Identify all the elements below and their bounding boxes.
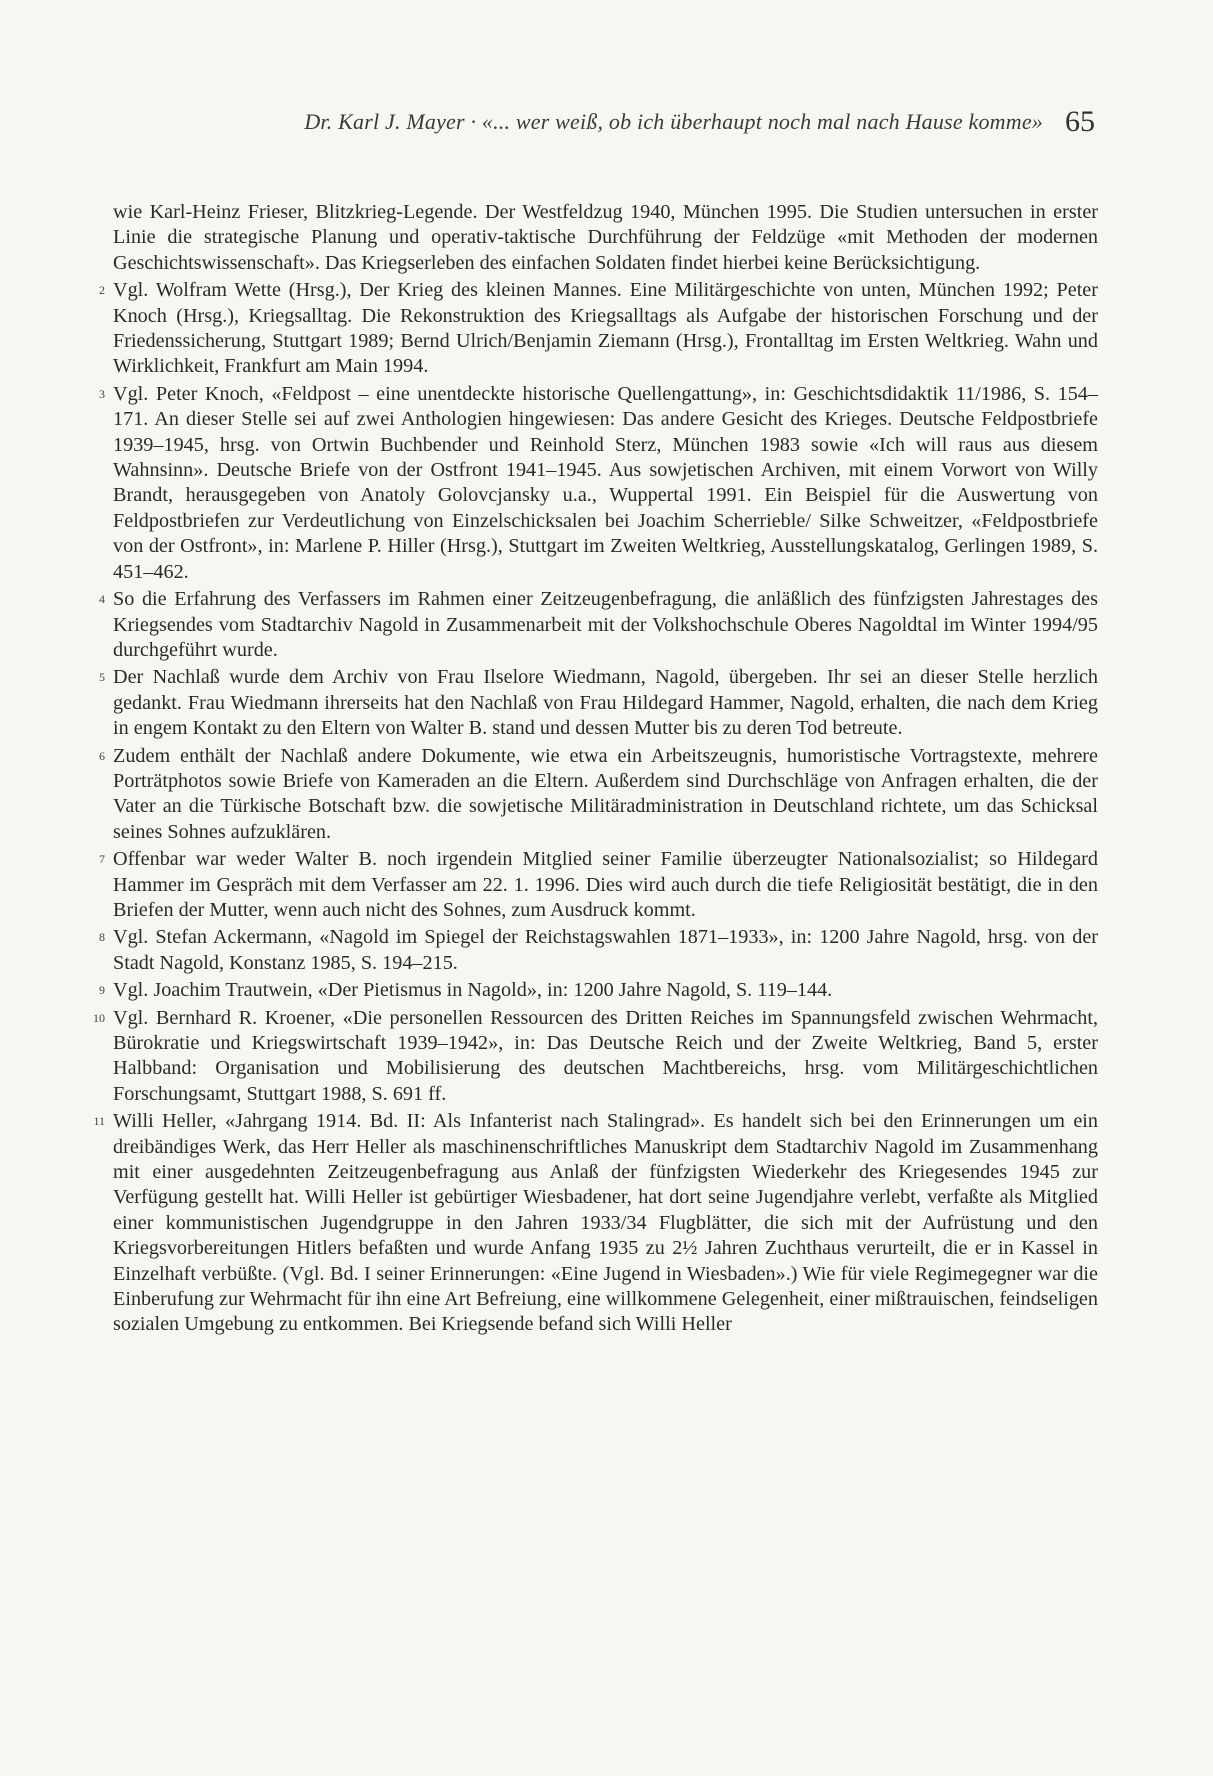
footnote-text: So die Erfahrung des Verfassers im Rahmen einer Zeitzeugenbefragung, die anläßlich des fünfzigsten Jahrestages des Kriegsendes vom Stadtarchiv Nagold in Zusammenarbeit mit der Volkshochschule Oberes Nagoldtal im Winter 1994/95 durchgeführt wurde. — [113, 588, 1098, 661]
footnote-text: wie Karl-Heinz Frieser, Blitzkrieg-Legende. Der Westfeldzug 1940, München 1995. Die Studien untersuchen in erster Linie die strategische Planung und operativ-taktische Durchführung der Feldzüge «mit Methoden der modernen Geschichtswissenschaft». Das Kriegserleben des einfachen Soldaten findet hierbei keine Berücksichtigung. — [113, 201, 1098, 274]
footnote — [99, 847, 1098, 923]
footnote — [99, 925, 1098, 976]
footnote — [99, 382, 1098, 585]
footnote-text: Vgl. Peter Knoch, «Feldpost – eine unentdeckte historische Quellengattung», in: Geschichtsdidaktik 11/1986, S. 154–171. An dieser Stelle sei auf zwei Anthologien hingewiesen: Das andere Gesicht des Krieges. Deutsche Feldpostbriefe 1939–1945, hrsg. von Ortwin Buchbender und Reinhold Sterz, München 1983 sowie «Ich will raus aus diesem Wahnsinn». Deutsche Briefe von der Ostfront 1941–1945. Aus sowjetischen Archiven, mit einem Vorwort von Willy Brandt, herausgegeben von Anatoly Golovcjansky u.a., Wuppertal 1991. Ein Beispiel für die Auswertung von Feldpostbriefen zur Verdeutlichung von Einzelschicksalen bei Joachim Scherrieble/ Silke Schweitzer, «Feldpostbriefe von der Ostfront», in: Marlene P. Hiller (Hrsg.), Stuttgart im Zweiten Weltkrieg, Ausstellungskatalog, Gerlingen 1989, S. 451–462. — [113, 382, 1098, 583]
footnote-text: Der Nachlaß wurde dem Archiv von Frau Ilselore Wiedmann, Nagold, übergeben. Ihr sei an dieser Stelle herzlich gedankt. Frau Wiedmann ihrerseits hat den Nachlaß von Frau Hildegard Hammer, Nagold, erhalten, die nach dem Krieg in engem Kontakt zu den Eltern von Walter B. stand und dessen Mutter bis zu deren Tod betreute. — [113, 666, 1098, 740]
footnote-text: Zudem enthält der Nachlaß andere Dokumente, wie etwa ein Arbeitszeugnis, humoristische Vortragstexte, mehrere Porträtphotos sowie Briefe von Kameraden an die Eltern. Außerdem sind Durchschläge von Anfragen erhalten, die der Vater an die Türkische Botschaft bzw. die sowjetische Militäradministration in Deutschland richtete, um das Schicksal seines Sohnes aufzuklären. — [113, 744, 1098, 843]
running-head-title: Dr. Karl J. Mayer · «... wer weiß, ob ich überhaupt noch mal nach Hause komme» — [304, 109, 1043, 134]
footnote-text: Vgl. Bernhard R. Kroener, «Die personellen Ressourcen des Dritten Reiches im Spannungsfeld zwischen Wehrmacht, Bürokratie und Kriegswirtschaft 1939–1942», in: Das Deutsche Reich und der Zweite Weltkrieg, Band 5, erster Halbband: Organisation und Mobilisierung des deutschen Machtbereichs, hrsg. vom Militärgeschichtlichen Forschungsamt, Stuttgart 1988, S. 691 ff. — [113, 1006, 1098, 1105]
footnote-text: Willi Heller, «Jahrgang 1914. Bd. II: Als Infanterist nach Stalingrad». Es handelt sich bei den Erinnerungen um ein dreibändiges Werk, das Herr Heller als maschinenschriftliches Manuskript dem Stadtarchiv Nagold im Zusammenhang mit einer ausgedehnten Zeitzeugenbefragung aus Anlaß der fünfzigsten Wiederkehr des Kriegesendes 1945 zur Verfügung gestellt hat. Willi Heller ist gebürtiger Wiesbadener, hat dort seine Jugendjahre verlebt, verfaßte als Mitglied einer kommunistischen Jugendgruppe in den Jahren 1933/34 Flugblätter, die sich mit der Aufrüstung und den Kriegsvorbereitungen Hitlers befaßten und wurde Anfang 1935 zu 2½ Jahren Zuchthaus verurteilt, die er in Kassel in Einzelhaft verbüßte. (Vgl. Bd. I seiner Erinnerungen: «Eine Jugend in Wiesbaden».) Wie für viele Regimegegner war die Einberufung zur Wehrmacht für ihn eine Art Befreiung, eine willkommene Gelegenheit, einer mißtrauischen, feindseligen sozialen Umgebung zu entkommen. Bei Kriegsende befand sich Willi Heller — [113, 1110, 1098, 1336]
footnote-text: Offenbar war weder Walter B. noch irgendein Mitglied seiner Familie überzeugter Nationalsozialist; so Hildegard Hammer im Gespräch mit dem Verfasser am 22. 1. 1996. Dies wird auch durch die tiefe Religiosität bestätigt, die in den Briefen der Mutter, wenn auch nicht des Sohnes, zum Ausdruck kommt. — [113, 848, 1098, 921]
footnote-number: 9 — [99, 983, 105, 998]
footnote-number: 8 — [99, 930, 105, 945]
footnote-continuation — [113, 200, 1098, 276]
footnote-number: 10 — [93, 1010, 105, 1025]
footnote — [99, 744, 1098, 846]
footnote — [99, 978, 1098, 1003]
footnotes-block — [93, 200, 1098, 1340]
footnote-text: Vgl. Stefan Ackermann, «Nagold im Spiegel der Reichstagswahlen 1871–1933», in: 1200 Jahre Nagold, hrsg. von der Stadt Nagold, Konstanz 1985, S. 194–215. — [113, 926, 1098, 974]
footnote-number: 11 — [93, 1114, 105, 1129]
footnote-number: 6 — [99, 748, 105, 763]
footnote-number: 5 — [99, 670, 105, 685]
footnote — [99, 665, 1098, 741]
footnote — [93, 1006, 1098, 1108]
footnote-number: 7 — [99, 852, 105, 867]
footnote — [93, 1109, 1098, 1338]
footnote-text: Vgl. Wolfram Wette (Hrsg.), Der Krieg des kleinen Mannes. Eine Militärgeschichte von unten, München 1992; Peter Knoch (Hrsg.), Kriegsalltag. Die Rekonstruktion des Kriegsalltags als Aufgabe der historischen Forschung und der Friedenssicherung, Stuttgart 1989; Bernd Ulrich/Benjamin Ziemann (Hrsg.), Frontalltag im Ersten Weltkrieg. Wahn und Wirklichkeit, Frankfurt am Main 1994. — [113, 279, 1098, 378]
page-number: 65 — [1065, 105, 1095, 138]
running-head — [0, 103, 1095, 137]
footnote-text: Vgl. Joachim Trautwein, «Der Pietismus in Nagold», in: 1200 Jahre Nagold, S. 119–144. — [113, 979, 833, 1002]
footnote-number: 3 — [99, 386, 105, 401]
footnote — [99, 587, 1098, 663]
footnote — [99, 278, 1098, 380]
footnote-number: 2 — [99, 283, 105, 298]
footnote-number: 4 — [99, 592, 105, 607]
